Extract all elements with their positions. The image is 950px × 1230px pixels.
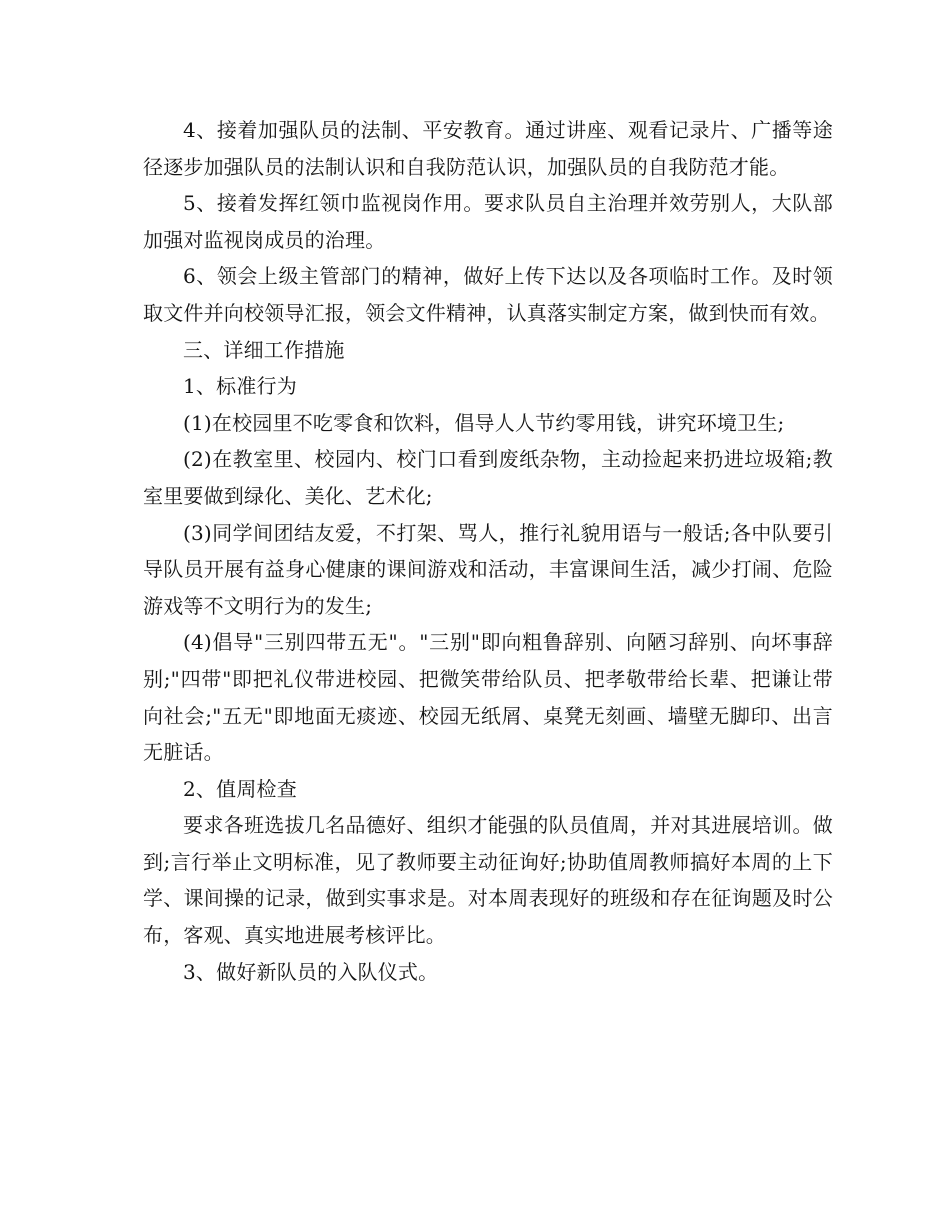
section-heading-measures: 三、详细工作措施	[183, 337, 345, 362]
paragraph-item-4: 4、接着加强队员的法制、平安教育。通过讲座、观看记录片、广播等途径逐步加强队员的法制认识和自我防范认识，加强队员的自我防范才能。	[143, 118, 833, 179]
paragraph-behavior-2: (2)在教室里、校园内、校门口看到废纸杂物，主动捡起来扔进垃圾箱;教室里要做到绿化、美化、艺术化;	[143, 447, 833, 508]
paragraph-item-5: 5、接着发挥红领巾监视岗作用。要求队员自主治理并效劳别人，大队部加强对监视岗成员的治理。	[143, 191, 833, 252]
paragraph-behavior-1: (1)在校园里不吃零食和饮料，倡导人人节约零用钱，讲究环境卫生;	[183, 410, 785, 435]
paragraph-item-6: 6、领会上级主管部门的精神，做好上传下达以及各项临时工作。及时领取文件并向校领导汇报，领会文件精神，认真落实制定方案，做到快而有效。	[143, 264, 833, 325]
document-body	[143, 112, 833, 990]
paragraph-behavior-4: (4)倡导"三别四带五无"。"三别"即向粗鲁辞别、向陋习辞别、向坏事辞别;"四带"即把礼仪带进校园、把微笑带给队员、把孝敬带给长辈、把谦让带向社会;"五无"即地面无痰迹、校园无纸屑、桌凳无刻画、墙壁无脚印、出言无脏话。	[143, 630, 833, 765]
subheading-induction-ceremony: 3、做好新队员的入队仪式。	[183, 959, 439, 984]
subheading-duty-check: 2、值周检查	[183, 776, 297, 801]
paragraph-behavior-3: (3)同学间团结友爱，不打架、骂人，推行礼貌用语与一般话;各中队要引导队员开展有益身心健康的课间游戏和活动，丰富课间生活，减少打闹、危险游戏等不文明行为的发生;	[143, 520, 833, 618]
paragraph-duty-check: 要求各班选拔几名品德好、组织才能强的队员值周，并对其进展培训。做到;言行举止文明标准，见了教师要主动征询好;协助值周教师搞好本周的上下学、课间操的记录，做到实事求是。对本周表现好的班级和存在征询题及时公布，客观、真实地进展考核评比。	[143, 813, 833, 948]
subheading-standard-behavior: 1、标准行为	[183, 374, 297, 399]
